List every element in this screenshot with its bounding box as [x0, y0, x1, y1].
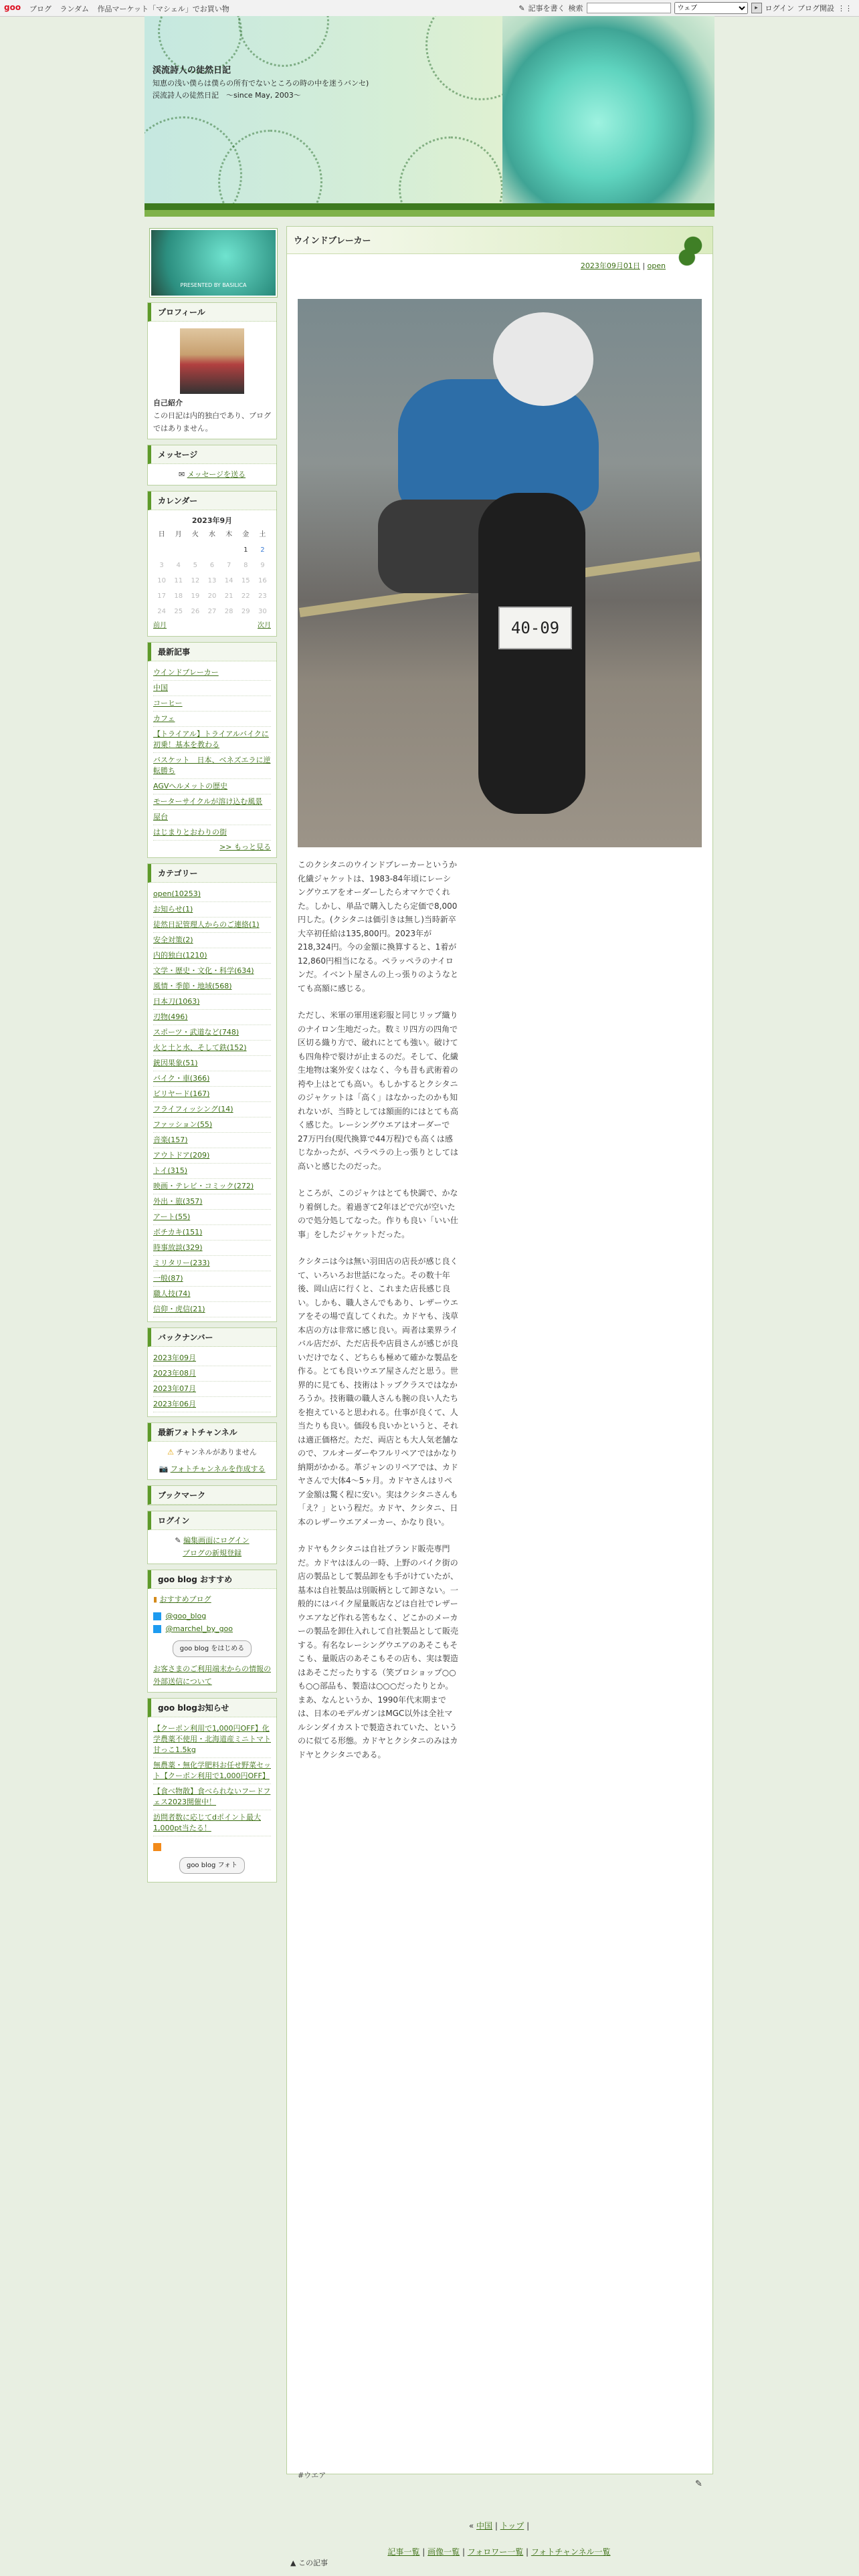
calendar-day: 28 — [224, 608, 233, 615]
category-item-link[interactable]: スポーツ・武道など(748) — [153, 1028, 240, 1037]
recent-article-item — [153, 665, 271, 681]
category-item — [153, 1010, 271, 1025]
calendar-day: 6 — [209, 562, 215, 569]
register-blog-link[interactable]: ブログの新規登録 — [183, 1549, 242, 1558]
calendar-prev-link[interactable]: 前月 — [153, 622, 167, 629]
photo-channel-box — [147, 1422, 277, 1480]
recent-article-item-link[interactable]: AGVヘルメットの歴史 — [153, 782, 228, 790]
backnumber-item-link[interactable]: 2023年06月 — [153, 1400, 196, 1408]
calendar-day: 16 — [258, 577, 267, 584]
edit-login-link[interactable]: 編集画面にログイン — [183, 1536, 250, 1545]
category-item — [153, 887, 271, 902]
calendar-day: 1 — [244, 546, 248, 554]
category-item-link[interactable]: 外出・旅(357) — [153, 1197, 203, 1206]
news-heading: goo blogお知らせ — [148, 1699, 276, 1717]
article-paragraph: ただし、米軍の軍用迷彩服と同じリップ織りのナイロン生地だった。数ミリ四方の四角で区切る織り方で、破れにとても強い。破けても四角枠で裂けが止まるのだ。そして、化繊生地物は案外安くはなく、今も昔も武術着の袴や上はとても高い。もしかするとクシタニのジャケットは「高く」はなかったのかも知れないが、当時としては額面的にはとても高く感じた。レーシングウエアはオーダーで27万円台(現代換算で44万程)でも高くは感じなかったが、ペラペラの上っ張りとしては高いと感じたのだった。 — [298, 1010, 459, 1171]
category-box — [147, 863, 277, 1322]
recent-article-item-link[interactable]: はじまりとおわりの街 — [153, 828, 227, 837]
backnumber-item — [153, 1382, 271, 1397]
calendar-day: 10 — [157, 577, 166, 584]
twitter-goo-blog-link[interactable]: @goo_blog — [165, 1612, 207, 1620]
category-item-link[interactable]: 一般(87) — [153, 1274, 183, 1283]
category-item-link[interactable]: 文学・歴史・文化・科学(634) — [153, 966, 254, 975]
recommend-box — [147, 1570, 277, 1693]
category-item — [153, 1025, 271, 1041]
backnumber-item — [153, 1351, 271, 1366]
calendar-day: 20 — [207, 593, 217, 600]
photo-channel-empty: チャンネルがありません — [176, 1448, 257, 1457]
recent-article-item-link[interactable]: 中国 — [153, 683, 168, 692]
article — [286, 226, 713, 2489]
goo-logo[interactable]: goo — [4, 3, 21, 12]
news-item — [153, 1784, 271, 1810]
backnumber-list — [153, 1351, 271, 1412]
login-link[interactable]: ログイン — [765, 4, 794, 13]
header-drink-image — [502, 16, 714, 210]
recent-article-item-link[interactable]: モーターサイクルが溶け込む風景 — [153, 797, 263, 806]
calendar-table — [153, 527, 271, 619]
article-header — [287, 227, 712, 254]
category-item-link[interactable]: フライフィッシング(14) — [153, 1105, 233, 1113]
news-item-link[interactable]: 訪問者数に応じてdポイント最大1,000pt当たる！ — [153, 1813, 261, 1832]
category-item-link[interactable]: open(10253) — [153, 889, 201, 898]
footer: « 中国 | トップ | 記事一覧 | 画像一覧 | フォロワー一覧 | フォトチャンネル一覧 ▲ この記事 — [286, 2520, 712, 2557]
news-item-link[interactable]: 無農薬・無化学肥料お任せ野菜セット【クーポン利用で1,000円OFF】 — [153, 1761, 271, 1780]
recent-article-item-link[interactable]: バスケット 日本、ベネズエラに逆転勝ち — [153, 756, 271, 775]
news-item — [153, 1758, 271, 1784]
recent-more-link[interactable]: >> もっと見る — [219, 843, 271, 851]
calendar-heading: カレンダー — [148, 492, 276, 510]
article-paragraph: カドヤもクシタニは自社ブランド販売専門だ。カドヤはほんの一時、上野のバイク街の店の製品として製品卸をも手がけていたが、基本は自社製品は別販柄として卸さない。一般的にはバイク屋量販店などは自社でレザーウエアなど作れる筈もなく、どこかのメーカーの製品を卸仕入れして自社製品として販売する。有名なレーシングウエアのあそこもそこも、量販店のあそこもその店も、実は製造はあそこだったりする（笑プロショップ○○も○○部品も、製造は○○○だったりとか。まあ、なんというか、1990年代末期までは、日本のモデルガンはMGC以外は全社マルシンダイカストで製造されていた、というのに似てる形態。カドヤとクシタニのみはカドヤとクシタニである。 — [298, 1544, 459, 1759]
calendar-weekday: 日 — [158, 531, 165, 538]
recent-heading: 最新記事 — [148, 643, 276, 661]
goo-blog-photo-button[interactable]: goo blog フォト — [179, 1857, 245, 1874]
search-scope-select[interactable] — [674, 2, 748, 14]
rss-icon[interactable] — [153, 1843, 161, 1851]
news-item — [153, 1721, 271, 1758]
recommend-blog-link[interactable]: おすすめブログ — [159, 1595, 211, 1604]
banner-caption: PRESENTED BY BASILICA — [180, 282, 247, 288]
calendar-weekday: 金 — [242, 531, 250, 538]
article-meta: 2023年09月01日 | open — [580, 261, 666, 270]
top-link[interactable]: トップ — [500, 2521, 524, 2531]
calendar-day: 15 — [241, 577, 250, 584]
grid-menu-icon[interactable]: ⋮⋮ — [838, 3, 852, 13]
calendar-day: 2 — [260, 546, 265, 554]
twitter-icon — [153, 1625, 161, 1633]
search-button[interactable]: ▸ — [751, 3, 762, 13]
category-item-link[interactable]: ミリタリー(233) — [153, 1259, 210, 1267]
photo-channel-heading: 最新フォトチャンネル — [148, 1423, 276, 1442]
category-item-link[interactable]: 時事放談(329) — [153, 1243, 203, 1252]
calendar-day: 22 — [241, 593, 250, 600]
recent-article-item — [153, 825, 271, 841]
article-author-link[interactable]: open — [647, 261, 666, 270]
category-item — [153, 1210, 271, 1225]
profile-intro-text: この日記は内的独白であり、ブログではありません。 — [153, 411, 271, 433]
license-plate: 40-09 — [498, 607, 572, 649]
calendar-day: 12 — [191, 577, 200, 584]
calendar-day: 30 — [258, 608, 267, 615]
category-item — [153, 1133, 271, 1148]
edit-pen-icon[interactable]: ✎ — [695, 2479, 702, 2489]
top-links — [29, 3, 235, 14]
category-item — [153, 1117, 271, 1133]
calendar-day: 17 — [157, 593, 166, 600]
calendar-weekday: 火 — [191, 531, 199, 538]
category-item-link[interactable]: お知らせ(1) — [153, 905, 193, 914]
recent-list — [153, 665, 271, 841]
news-item-link[interactable]: 【クーポン利用で1,000円OFF】化学農薬不使用・北海道産ミニトマト甘っこ1.5kg — [153, 1724, 271, 1754]
category-item — [153, 948, 271, 964]
pin-icon: ▮ — [153, 1595, 158, 1604]
calendar-day: 9 — [260, 562, 265, 569]
category-item — [153, 1071, 271, 1087]
blog-header — [145, 16, 714, 210]
login-heading: ログイン — [148, 1511, 276, 1530]
calendar-box — [147, 491, 277, 637]
message-heading: メッセージ — [148, 445, 276, 464]
recent-article-item — [153, 727, 271, 753]
profile-heading: プロフィール — [148, 303, 276, 322]
envelope-icon: ✉ — [178, 470, 185, 479]
search-input[interactable] — [587, 3, 671, 13]
category-item-link[interactable]: 音楽(157) — [153, 1136, 188, 1144]
category-item-link[interactable]: 刃物(496) — [153, 1012, 188, 1021]
calendar-day: 25 — [174, 608, 183, 615]
recent-article-item-link[interactable]: カフェ — [153, 714, 175, 723]
category-item — [153, 1225, 271, 1241]
calendar-day — [187, 542, 203, 558]
category-item-link[interactable]: アート(55) — [153, 1212, 191, 1221]
category-item — [153, 994, 271, 1010]
recent-article-item — [153, 712, 271, 727]
category-item — [153, 918, 271, 933]
category-item — [153, 979, 271, 994]
calendar-day — [153, 542, 170, 558]
footer-bottom-label: ▲ この記事 — [290, 2559, 328, 2567]
category-item — [153, 1041, 271, 1056]
calendar-weekday: 木 — [225, 531, 233, 538]
category-item-link[interactable]: 徒然日記管理人からのご連絡(1) — [153, 920, 260, 929]
profile-box — [147, 302, 277, 439]
motorcycle — [478, 493, 585, 814]
recent-article-item — [153, 779, 271, 794]
category-item-link[interactable]: 職人技(74) — [153, 1289, 191, 1298]
backnumber-item-link[interactable]: 2023年07月 — [153, 1384, 196, 1393]
category-item-link[interactable]: ボチカキ(151) — [153, 1228, 203, 1237]
recommend-heading: goo blog おすすめ — [148, 1570, 276, 1589]
blog-description: 知恵の浅い僕らは僕らの所有でないところの時の中を迷うバンセ) 渓流詩人の徒然日記 〜since May, 2003〜 — [153, 79, 377, 100]
recent-articles-box — [147, 642, 277, 858]
calendar-next-link[interactable]: 次月 — [258, 622, 271, 629]
article-paragraph: クシタニは今は無い羽田店の店長が感じ良くて、いろいろお世話になった。その数十年後、岡山店に行くと、これまた店長感じ良い。しかも、職人さんでもあり、レザーウエアをその場で直してくれた。カドヤも、浅草本店の方は非常に感じ良い。両者は業界ライバル店だが、ただ店長や店員さんが感じが良いだけでなく、どちらも極めて確かな製品を作る。とても良いウエア屋さんだと思う。世界的に見ても、技術はトップクラスではなかろうか。技術職の職人さんも腕の良い人たちを抱えていると思われる。仕事が良くて、人当たりも良い。価段も良いかというと、それは適正価格だ。ただ、両店とも大人気老舗なので、フルオーダーやフルリペアではかなり納期がかかる。革ジャンのリペアでは、カドヤさんで大体4〜5ヶ月。カドヤさんはリペア金額は驚く程に安い。実はクシタニさんも「え？」という程だ。カドヤ、クシタニ、日本のレザーウエアメーカー、かなり良い。 — [298, 1257, 459, 1527]
top-right-tools — [518, 2, 852, 14]
category-item — [153, 1087, 271, 1102]
article-paragraph: このクシタニのウインドブレーカーというか化繊ジャケットは、1983-84年頃にレーシングウエアをオーダーしたらオマケでくれた。しかし、単品で購入したら定価で8,000円した。(クシタニは価引きは無し)当時新卒大卒初任給は135,800円。2023年が218,324円。今の金額に換算すると、1着が12,860円相当になる。ペラッペラのナイロンだ。イベント屋さんの上っ張りのようなとても高額に感じる。 — [298, 860, 459, 993]
sidebar-banner[interactable] — [150, 229, 277, 297]
article-photo[interactable] — [298, 299, 702, 847]
category-item — [153, 1256, 271, 1271]
top-link-market[interactable]: 作品マーケット「マシェル」でお買い物 — [97, 5, 229, 13]
start-goo-blog-button[interactable]: goo blog をはじめる — [173, 1640, 252, 1657]
calendar-day: 23 — [258, 593, 267, 600]
category-item-link[interactable]: 安全対策(2) — [153, 936, 193, 944]
calendar-day: 26 — [191, 608, 200, 615]
category-item-link[interactable]: 日本刀(1063) — [153, 997, 200, 1006]
calendar-day: 5 — [193, 562, 198, 569]
calendar-day: 3 — [159, 562, 164, 569]
calendar-weekday: 月 — [175, 531, 182, 538]
calendar-day: 4 — [176, 562, 181, 569]
recent-article-item-link[interactable]: ウインドブレーカー — [153, 668, 219, 677]
search-label: 検索 — [568, 4, 583, 13]
news-item-link[interactable]: 【食べ物散】食べられないフードフェス2023開催中！ — [153, 1787, 271, 1806]
category-item-link[interactable]: 映画・テレビ・コミック(272) — [153, 1182, 254, 1190]
create-photo-channel-link[interactable]: フォトチャンネルを作成する — [170, 1465, 266, 1473]
top-bar — [0, 0, 859, 17]
recent-article-item-link[interactable]: コーヒー — [153, 699, 183, 708]
calendar-day: 11 — [174, 577, 183, 584]
camera-icon: 📷 — [159, 1465, 169, 1473]
profile-intro-label: 自己紹介 — [153, 399, 183, 407]
pencil-icon: ✎ — [518, 3, 525, 13]
warning-icon: ⚠ — [167, 1448, 175, 1457]
top-link-random[interactable]: ランダム — [60, 5, 90, 13]
category-item-link[interactable]: バイク・車(366) — [153, 1074, 210, 1083]
pencil-icon: ✎ — [175, 1536, 181, 1545]
calendar-day: 24 — [157, 608, 166, 615]
article-title[interactable]: ウインドブレーカー — [294, 236, 371, 246]
recent-article-item — [153, 696, 271, 712]
category-item-link[interactable]: ファッション(55) — [153, 1120, 213, 1129]
category-item-link[interactable]: 内的独白(1210) — [153, 951, 207, 960]
bullet-icon: ▲ — [290, 2559, 296, 2567]
send-message-link[interactable]: メッセージを送る — [187, 470, 246, 479]
blog-title[interactable]: 渓流詩人の徒然日記 — [153, 66, 231, 76]
calendar-day: 18 — [174, 593, 183, 600]
calendar-day: 29 — [241, 608, 250, 615]
footer-link[interactable]: 記事一覧 — [387, 2547, 420, 2557]
calendar-day: 13 — [207, 577, 217, 584]
category-list — [153, 887, 271, 1317]
message-box — [147, 445, 277, 486]
category-item — [153, 1179, 271, 1194]
category-item — [153, 1056, 271, 1071]
category-item — [153, 1241, 271, 1256]
calendar-day: 7 — [226, 562, 231, 569]
news-box — [147, 1698, 277, 1883]
footer-link[interactable]: フォトチャンネル一覧 — [531, 2547, 611, 2557]
calendar-day: 19 — [191, 593, 200, 600]
calendar-weekday: 土 — [259, 531, 266, 538]
category-item-link[interactable]: アウトドア(209) — [153, 1151, 210, 1160]
write-article-link[interactable]: 記事を書く — [528, 4, 565, 13]
backnumber-item-link[interactable]: 2023年08月 — [153, 1369, 196, 1378]
article-date-link[interactable]: 2023年09月01日 — [580, 261, 640, 270]
rider-helmet — [493, 312, 593, 406]
category-item — [153, 1194, 271, 1210]
article-tag[interactable]: #ウエア — [298, 2471, 326, 2480]
bookmark-box — [147, 1485, 277, 1505]
twitter-icon — [153, 1612, 161, 1620]
prev-article-link[interactable]: 中国 — [476, 2521, 492, 2531]
recent-article-item — [153, 794, 271, 810]
category-item-link[interactable]: トイ(315) — [153, 1166, 188, 1175]
blog-open-link[interactable]: ブログ開設 — [797, 4, 834, 13]
category-item — [153, 1287, 271, 1302]
category-item-link[interactable]: 火と土と水、そして鉄(152) — [153, 1043, 247, 1052]
leaf-ornament-icon — [678, 229, 708, 270]
category-item — [153, 902, 271, 918]
backnumber-heading: バックナンバー — [148, 1328, 276, 1347]
header-bar — [145, 203, 714, 210]
category-heading: カテゴリー — [148, 864, 276, 883]
backnumber-item — [153, 1366, 271, 1382]
category-item — [153, 964, 271, 979]
category-item — [153, 1102, 271, 1117]
lace-ornament — [399, 136, 503, 210]
category-item — [153, 1271, 271, 1287]
twitter-marchel-link[interactable]: @marchel_by_goo — [165, 1624, 233, 1633]
footer-links: 記事一覧 | 画像一覧 | フォロワー一覧 | フォトチャンネル一覧 — [387, 2547, 611, 2557]
article-paragraph: ところが、このジャケはとても快調で、かなり着倒した。着過ぎて2年ほどで穴が空いたので処分処してなった。作りも良い「いい仕事」をしたジャケットだった。 — [298, 1188, 459, 1239]
lace-ornament — [218, 130, 322, 210]
sidebar — [147, 229, 277, 1883]
calendar-day: 21 — [224, 593, 233, 600]
calendar-day — [170, 542, 187, 558]
category-item-link[interactable]: 風情・季節・地域(568) — [153, 982, 232, 990]
data-transmission-notice-link[interactable]: お客さまのご利用端末からの情報の外部送信について — [153, 1665, 271, 1686]
calendar-day — [203, 542, 220, 558]
recent-article-item — [153, 681, 271, 696]
footer-link[interactable]: フォロワー一覧 — [467, 2547, 524, 2557]
backnumber-box — [147, 1327, 277, 1417]
category-item-link[interactable]: 銃因果象(51) — [153, 1059, 198, 1067]
recent-article-item — [153, 810, 271, 825]
calendar-weekday: 水 — [208, 531, 215, 538]
bookmark-heading: ブックマーク — [148, 1486, 276, 1505]
backnumber-item — [153, 1397, 271, 1412]
category-item — [153, 1148, 271, 1164]
calendar-day: 8 — [244, 562, 248, 569]
calendar-day — [221, 542, 237, 558]
avatar — [180, 328, 244, 394]
calendar-day: 14 — [224, 577, 233, 584]
backnumber-item-link[interactable]: 2023年09月 — [153, 1354, 196, 1362]
calendar-month: 2023年9月 — [191, 516, 233, 525]
news-list — [153, 1721, 271, 1836]
category-item — [153, 933, 271, 948]
category-item-link[interactable]: 信仰・虎信(21) — [153, 1305, 205, 1313]
category-item — [153, 1164, 271, 1179]
lace-ornament — [238, 16, 329, 67]
header-strip — [145, 210, 714, 217]
news-item — [153, 1810, 271, 1836]
recent-article-item — [153, 753, 271, 779]
category-item — [153, 1302, 271, 1317]
footer-link[interactable]: 画像一覧 — [427, 2547, 460, 2557]
login-box — [147, 1511, 277, 1564]
article-body — [298, 858, 458, 1775]
category-item-link[interactable]: ビリヤード(167) — [153, 1089, 210, 1098]
recent-article-item-link[interactable]: 【トライアル】トライアルバイクに初乗！基本を教わる — [153, 730, 269, 749]
recent-article-item-link[interactable]: 屋台 — [153, 813, 168, 821]
calendar-day: 27 — [207, 608, 217, 615]
top-link-blog[interactable]: ブログ — [29, 5, 52, 13]
